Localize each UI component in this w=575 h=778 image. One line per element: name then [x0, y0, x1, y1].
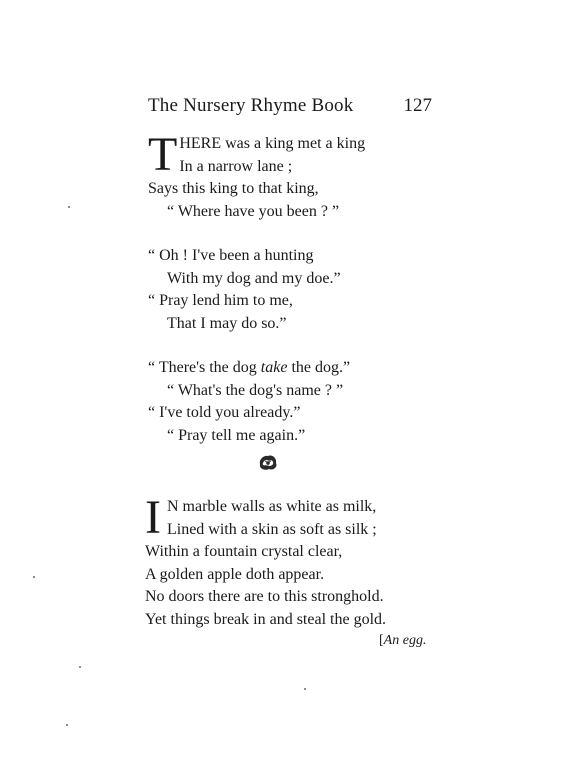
print-speck [304, 688, 306, 690]
poem-line: “ Pray tell me again.” [167, 426, 306, 444]
poem-line: “ What's the dog's name ? ” [167, 381, 344, 399]
poem-text: the dog.” [287, 359, 351, 376]
print-speck [33, 576, 35, 578]
poem-king-met-king [148, 133, 448, 447]
poem-line: That I may do so.” [167, 314, 287, 332]
poem-opening [148, 133, 448, 178]
stanza-break [148, 335, 448, 357]
poem-line: Says this king to that king, [148, 180, 319, 197]
poem-line: Within a fountain crystal clear, [145, 543, 343, 560]
italic-word: take [260, 359, 288, 376]
poem-line: With my dog and my doe.” [167, 269, 341, 287]
poem-line: “ Oh ! I've been a hunting [148, 247, 314, 264]
print-speck [79, 666, 81, 668]
print-speck [68, 206, 70, 208]
running-header [148, 95, 432, 119]
poem-line: HERE was a king met a king [179, 135, 366, 152]
poem-line: “ Where have you been ? ” [167, 202, 340, 220]
poem-line: No doors there are to this stronghold. [145, 588, 384, 605]
poem-line: A golden apple doth appear. [145, 565, 325, 583]
floral-ornament-icon [256, 450, 280, 474]
print-speck [66, 724, 68, 726]
drop-cap: T [148, 133, 178, 178]
poem-line: In a narrow lane ; [179, 157, 293, 175]
poem-line: N marble walls as white as milk, [166, 498, 377, 515]
poem-line: Yet things break in and steal the gold. [145, 610, 387, 628]
page-number: 127 [403, 95, 432, 116]
poem-line: Lined with a skin as soft as silk ; [166, 520, 377, 538]
poem-line: “ I've told you already.” [148, 404, 301, 421]
poem-line [148, 357, 448, 380]
book-title: The Nursery Rhyme Book [148, 95, 354, 116]
poem-egg-riddle [145, 496, 455, 631]
riddle-answer [379, 633, 426, 649]
poem-line: “ Pray lend him to me, [148, 292, 293, 309]
answer-bracket: [ [379, 633, 384, 648]
drop-cap: I [145, 496, 161, 541]
poem-text: “ There's the dog [148, 359, 261, 376]
poem-opening [145, 496, 455, 541]
stanza-break [148, 223, 448, 245]
answer-text: An egg. [383, 633, 427, 648]
